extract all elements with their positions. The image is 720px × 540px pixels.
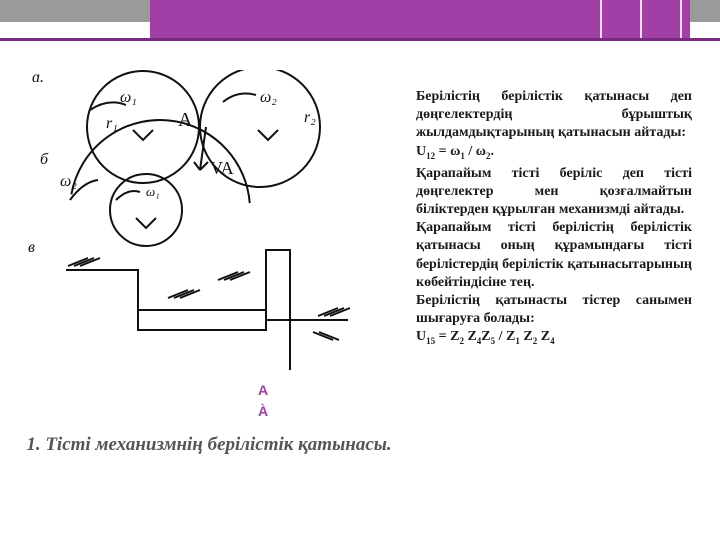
label-va: VA — [210, 158, 234, 178]
title-bar-divider — [600, 0, 602, 38]
hatch-marks — [313, 332, 339, 340]
hatch-marks — [68, 258, 100, 266]
label-r2: r₂ — [304, 109, 316, 126]
title-bar-band — [150, 0, 690, 38]
formula-ratio-omega: $U_{12} = \omega_1 / \omega_2$. — [416, 143, 494, 161]
hatch-marks — [218, 272, 250, 280]
support-2 — [258, 130, 278, 140]
hatch-marks — [318, 308, 350, 316]
title-bar-divider — [640, 0, 642, 38]
omega2-arrow — [223, 94, 256, 102]
label-b: б — [40, 151, 49, 168]
label-v: в — [28, 239, 35, 256]
label-point-a: A — [178, 109, 193, 131]
body-text — [416, 88, 692, 350]
support-1 — [133, 130, 153, 140]
support-3 — [136, 218, 156, 228]
bullet-marker: À — [258, 403, 269, 419]
label-omega-inner: ω₁ — [146, 184, 160, 199]
paragraph: Қарапайым тісті берілістің берілістік қатынасы оның құрамындағы тісті берілістердің берілістік қатынасытарының көбейтіндісіне тең. — [416, 220, 692, 290]
label-r1: r₁ — [106, 115, 118, 132]
label-omega2: ω₂ — [260, 89, 277, 106]
hatch-marks — [168, 290, 200, 298]
label-alpha: ɑ. — [32, 70, 44, 86]
title-bar — [0, 0, 720, 42]
formula-ratio-teeth: $U_{15} = Z_2$ $Z_4Z_5 / Z_1$ $Z_2$ $Z_4$ — [416, 329, 555, 347]
omega-inner-arrow — [116, 191, 140, 200]
label-omega1: ω₁ — [120, 89, 137, 106]
bullet-marker: A — [258, 382, 269, 398]
title-bar-divider — [680, 0, 682, 38]
title-bar-rule — [0, 38, 720, 41]
paragraph: Қарапайым тісті беріліс деп тісті дөңгелектер мен қозғалмайтын біліктерден құрылған механизмді айтады. — [416, 165, 692, 218]
paragraph: Берілістің берілістік қатынасы деп дөңгелектердің бұрыштық жылдамдықтарының қатынасын айтады: — [416, 89, 692, 141]
slide-caption: 1. Тісті механизмнің берілістік қатынасы. — [26, 434, 392, 455]
paragraph: Берілістің қатынасты тістер санымен шығаруға болады: — [416, 293, 692, 327]
label-omega-outer: ω₂ — [60, 173, 77, 190]
gear-mechanism-diagram — [28, 70, 378, 390]
